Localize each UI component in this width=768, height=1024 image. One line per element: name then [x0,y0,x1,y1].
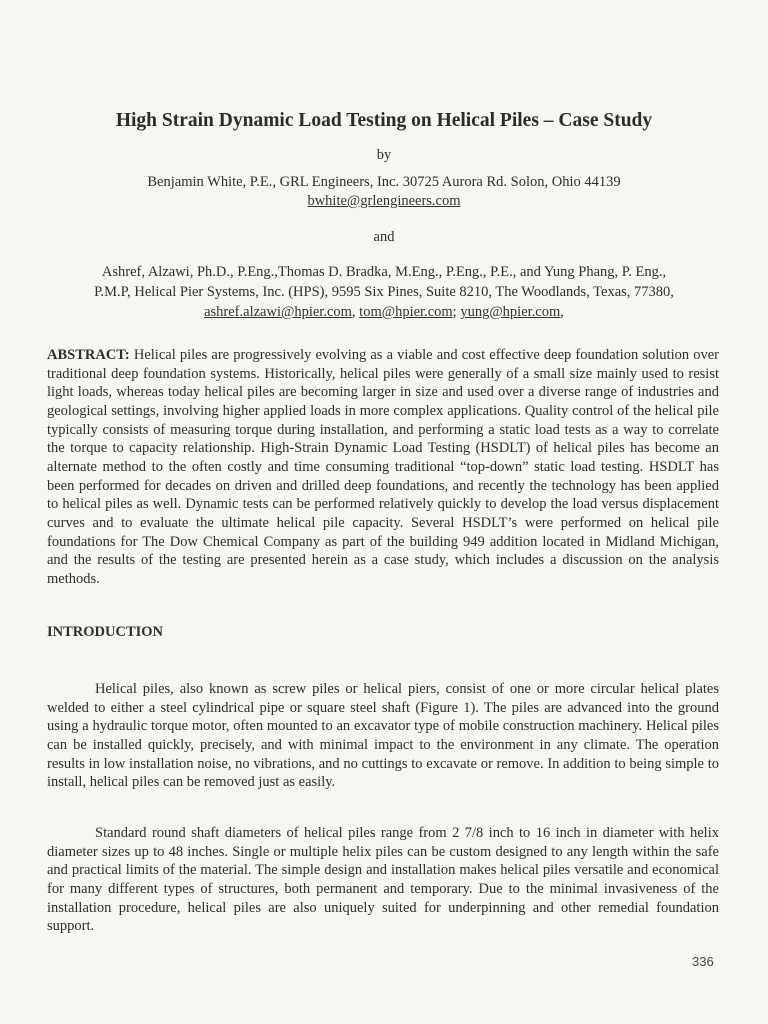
paper-title: High Strain Dynamic Load Testing on Helical Piles – Case Study [115,110,653,131]
author1-affiliation: Benjamin White, P.E., GRL Engineers, Inc. 30725 Aurora Rd. Solon, Ohio 44139 [147,174,621,190]
introduction-paragraph-1: Helical piles, also known as screw piles or helical piers, consist of one or more circular helical plates welded to either a steel cylindrical pipe or square steel shaft (Figure 1). The piles are advanced into the ground using a hydraulic torque motor, often mounted to an excavator type of mobile construction machinery. Helical piles can be installed quickly, precisely, and with minimal impact to the environment in any climate. The operation results in low installation noise, no vibrations, and no cuttings to excavate or remove. In addition to being simple to install, helical piles can be removed just as easily. [47,681,719,791]
author-block-1 [0,172,768,192]
author2-names: Ashref, Alzawi, Ph.D., P.Eng.,Thomas D. Bradka, M.Eng., P.Eng., P.E., and Yung Phang, P. Eng., [101,264,667,280]
section-heading-introduction: INTRODUCTION [47,624,164,640]
email-trailing-comma: , [560,304,564,320]
abstract-paragraph [47,346,719,589]
email-separator: , [351,304,360,320]
author2-affiliation: P.M.P, Helical Pier Systems, Inc. (HPS), 9595 Six Pines, Suite 8210, The Woodlands, Texas, 77380, [94,284,674,300]
author1-email-link[interactable]: bwhite@grlengineers.com [307,193,461,209]
author2-email-link-yung[interactable]: yung@hpier.com [460,304,561,320]
author2-email-link-tom[interactable]: tom@hpier.com [359,304,453,320]
introduction-paragraph-2: Standard round shaft diameters of helical piles range from 2 7/8 inch to 16 inch in diameter with helix diameter sizes up to 48 inches. Single or multiple helix piles can be custom designed to any length within the safe and practical limits of the material. The simple design and installation makes helical piles versatile and economical for many different types of structures, both permanent and temporary. Due to the minimal invasiveness of the installation procedure, helical piles are also uniquely suited for underpinning and other remedial foundation support. [47,825,719,935]
abstract-label: ABSTRACT: [47,347,130,363]
byline-and: and [373,229,395,245]
byline-by: by [376,147,392,163]
email-separator: ; [452,304,461,320]
author2-email-link-ashref[interactable]: ashref.alzawi@hpier.com [204,304,352,320]
author1-email-line [0,191,768,211]
abstract-text: Helical piles are progressively evolving as a viable and cost effective deep foundation solution over traditional deep foundation systems. Historically, helical piles were generally of a small size mainly used to resist light loads, whereas today helical piles are becoming larger in size and used over a diverse range of industries and geological settings, involving higher applied loads in more complex applications. Quality control of the helical pile typically consists of measuring torque during installation, and performing a static load tests as a way to correlate the torque to capacity relationship. High-Strain Dynamic Load Testing (HSDLT) of helical piles has become an alternate method to the often costly and time consuming traditional “top-down” static load testing. HSDLT has been performed for decades on driven and drilled deep foundations, and recently the technology has been applied to helical piles as well. Dynamic tests can be performed relatively quickly to develop the load versus displacement curves and to evaluate the ultimate helical pile capacity. Several HSDLT’s were performed on helical pile foundations for The Dow Chemical Company as part of the building 949 addition located in Midland Michigan, and the results of the testing are presented herein as a case study, which includes a discussion on the analysis methods. [47,347,719,587]
author-block-2 [0,262,768,322]
author2-emails [0,302,768,322]
page-number: 336 [692,954,714,969]
